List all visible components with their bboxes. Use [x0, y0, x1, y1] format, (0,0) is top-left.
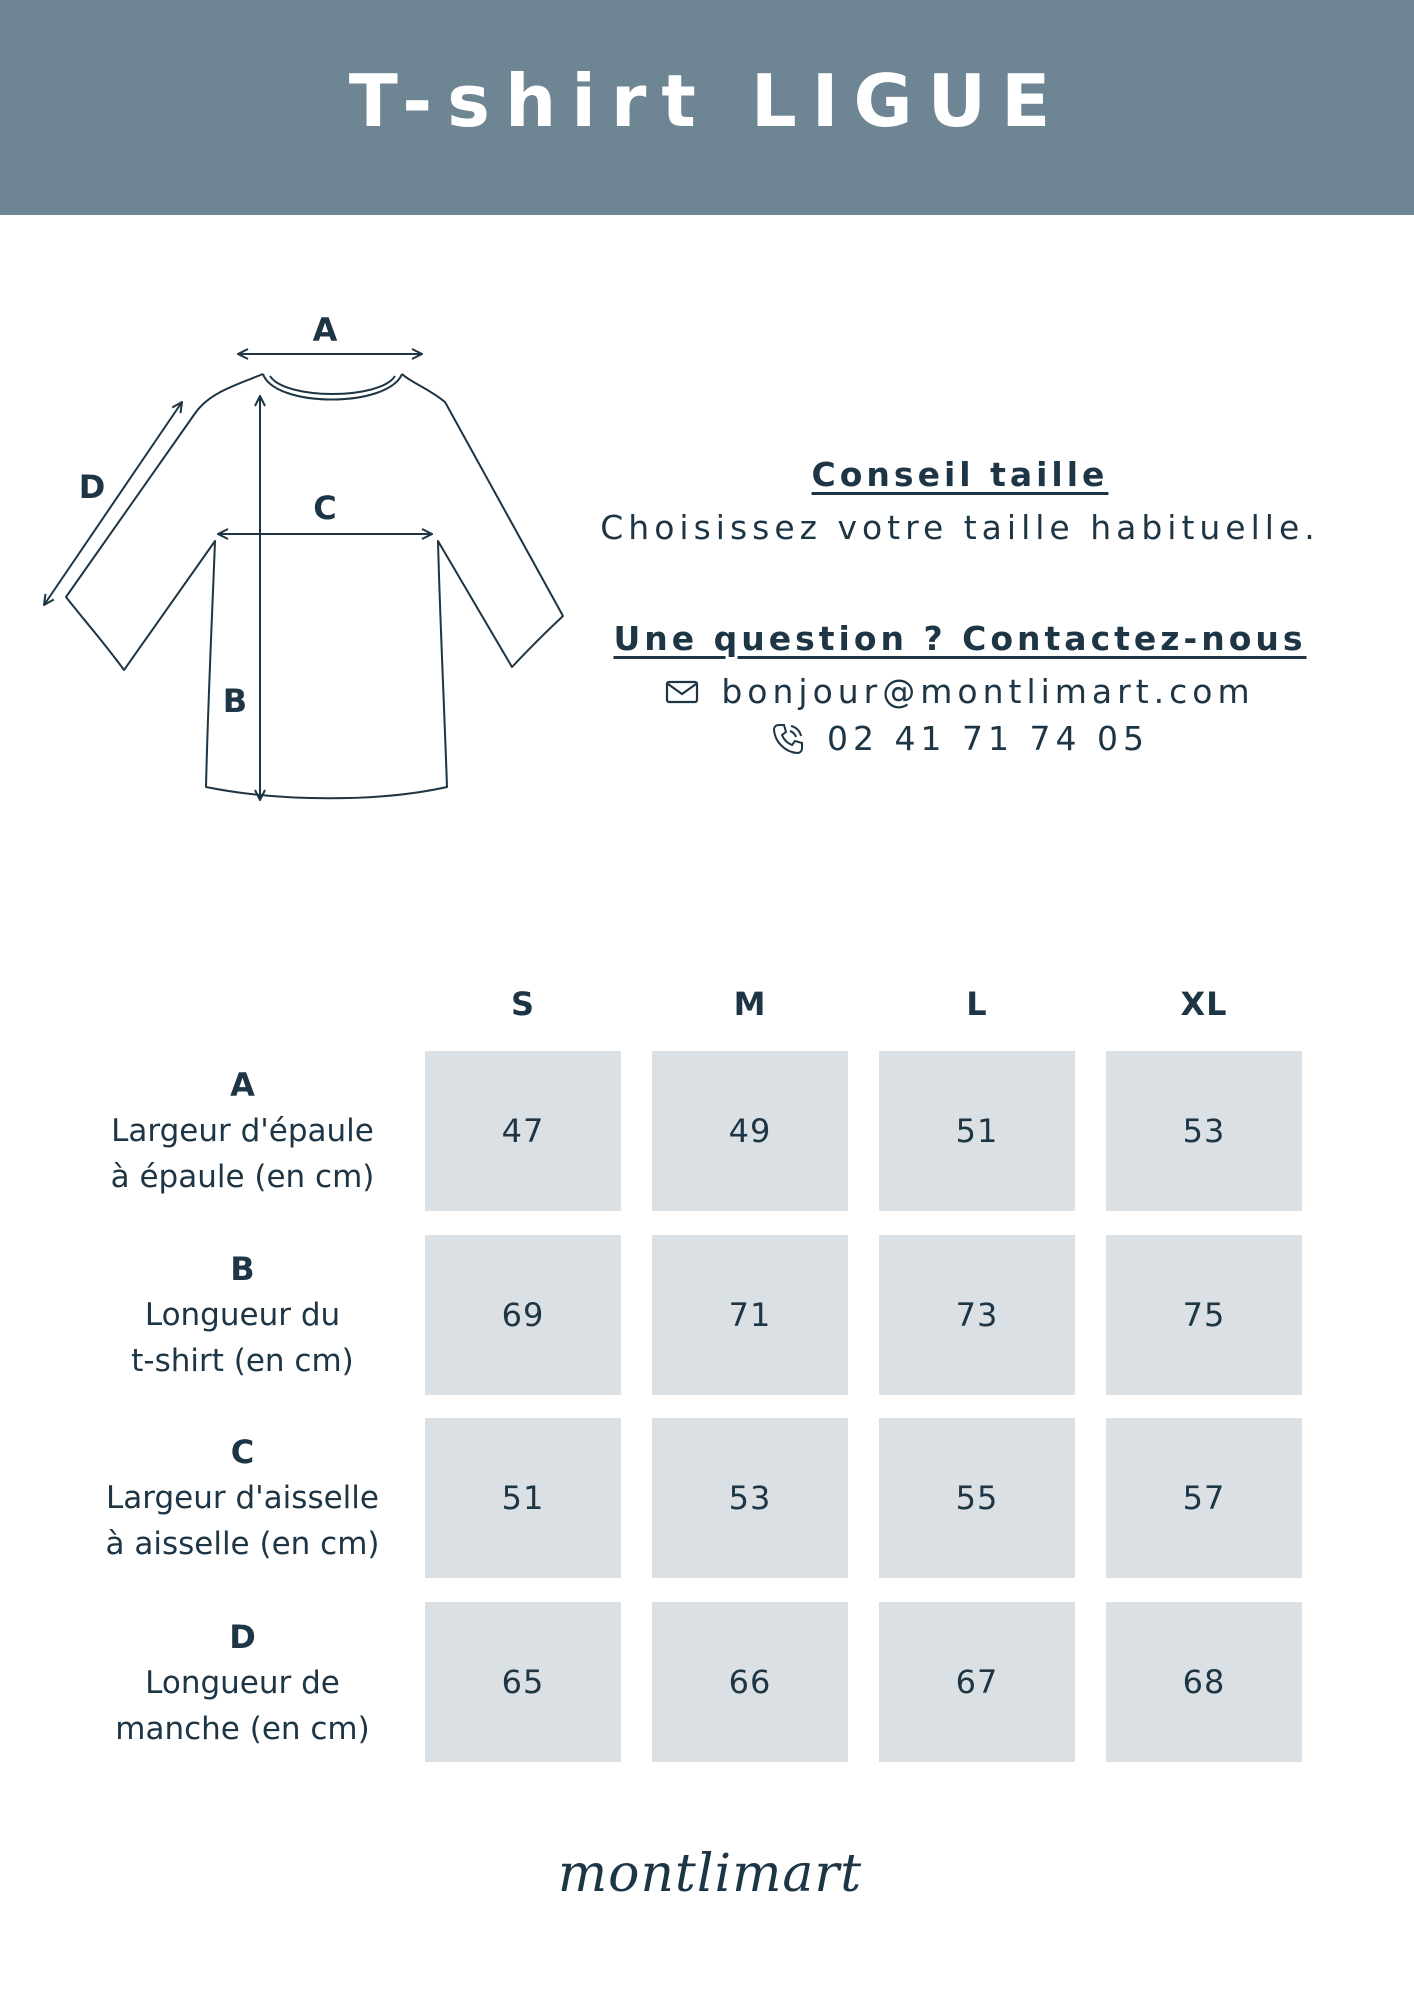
row-label-a [90, 1062, 395, 1200]
label-c: C [313, 489, 337, 527]
brand-logo [530, 1835, 890, 1915]
table-cell: 71 [652, 1235, 848, 1395]
row-label-line1: Largeur d'aisselle [106, 1480, 379, 1516]
row-label-line2: t-shirt (en cm) [131, 1343, 354, 1379]
row-letter: A [230, 1066, 255, 1104]
table-cell: 67 [879, 1602, 1075, 1762]
label-b: B [222, 682, 248, 720]
row-label-d [90, 1614, 395, 1752]
row-label-line1: Longueur du [144, 1297, 341, 1333]
size-header-m: M [733, 985, 767, 1023]
info-block [580, 455, 1340, 758]
email-row [580, 672, 1340, 711]
size-header-l: L [966, 985, 988, 1023]
phone-row [580, 719, 1340, 758]
label-d: D [78, 468, 106, 506]
phone-icon [771, 722, 805, 756]
row-label-line1: Largeur d'épaule [111, 1113, 374, 1149]
arrow-d [44, 402, 182, 605]
row-label-line2: manche (en cm) [115, 1711, 370, 1747]
row-letter: D [229, 1618, 256, 1656]
row-label-b [90, 1246, 395, 1384]
table-cell: 51 [879, 1051, 1075, 1211]
table-cell: 73 [879, 1235, 1075, 1395]
page-header [0, 0, 1414, 215]
label-a: A [312, 311, 338, 349]
table-cell: 66 [652, 1602, 848, 1762]
table-cell: 53 [1106, 1051, 1302, 1211]
row-letter: B [230, 1250, 255, 1288]
size-header-s: S [510, 985, 536, 1023]
size-header-xl: XL [1180, 985, 1228, 1023]
phone-link[interactable]: 02 41 71 74 05 [827, 719, 1149, 758]
tshirt-measurement-diagram [0, 290, 600, 830]
table-cell: 65 [425, 1602, 621, 1762]
table-cell: 68 [1106, 1602, 1302, 1762]
table-cell: 53 [652, 1418, 848, 1578]
table-cell: 49 [652, 1051, 848, 1211]
table-cell: 51 [425, 1418, 621, 1578]
row-label-line2: à épaule (en cm) [110, 1159, 375, 1195]
row-letter: C [230, 1433, 255, 1471]
row-label-c [90, 1429, 395, 1567]
page-title: T-shirt LIGUE [348, 58, 1066, 143]
table-cell: 57 [1106, 1418, 1302, 1578]
table-cell: 69 [425, 1235, 621, 1395]
advice-heading: Conseil taille [811, 455, 1109, 494]
contact-heading: Une question ? Contactez-nous [613, 619, 1307, 658]
brand-logo-text: montlimart [557, 1844, 863, 1904]
row-label-line1: Longueur de [145, 1665, 340, 1701]
table-cell: 75 [1106, 1235, 1302, 1395]
table-cell: 55 [879, 1418, 1075, 1578]
table-cell: 47 [425, 1051, 621, 1211]
tshirt-outline [66, 374, 563, 798]
email-link[interactable]: bonjour@montlimart.com [721, 672, 1255, 711]
tshirt-collar-inner [270, 376, 395, 394]
advice-text: Choisissez votre taille habituelle. [600, 508, 1320, 547]
row-label-line2: à aisselle (en cm) [105, 1526, 380, 1562]
envelope-icon [665, 679, 699, 705]
